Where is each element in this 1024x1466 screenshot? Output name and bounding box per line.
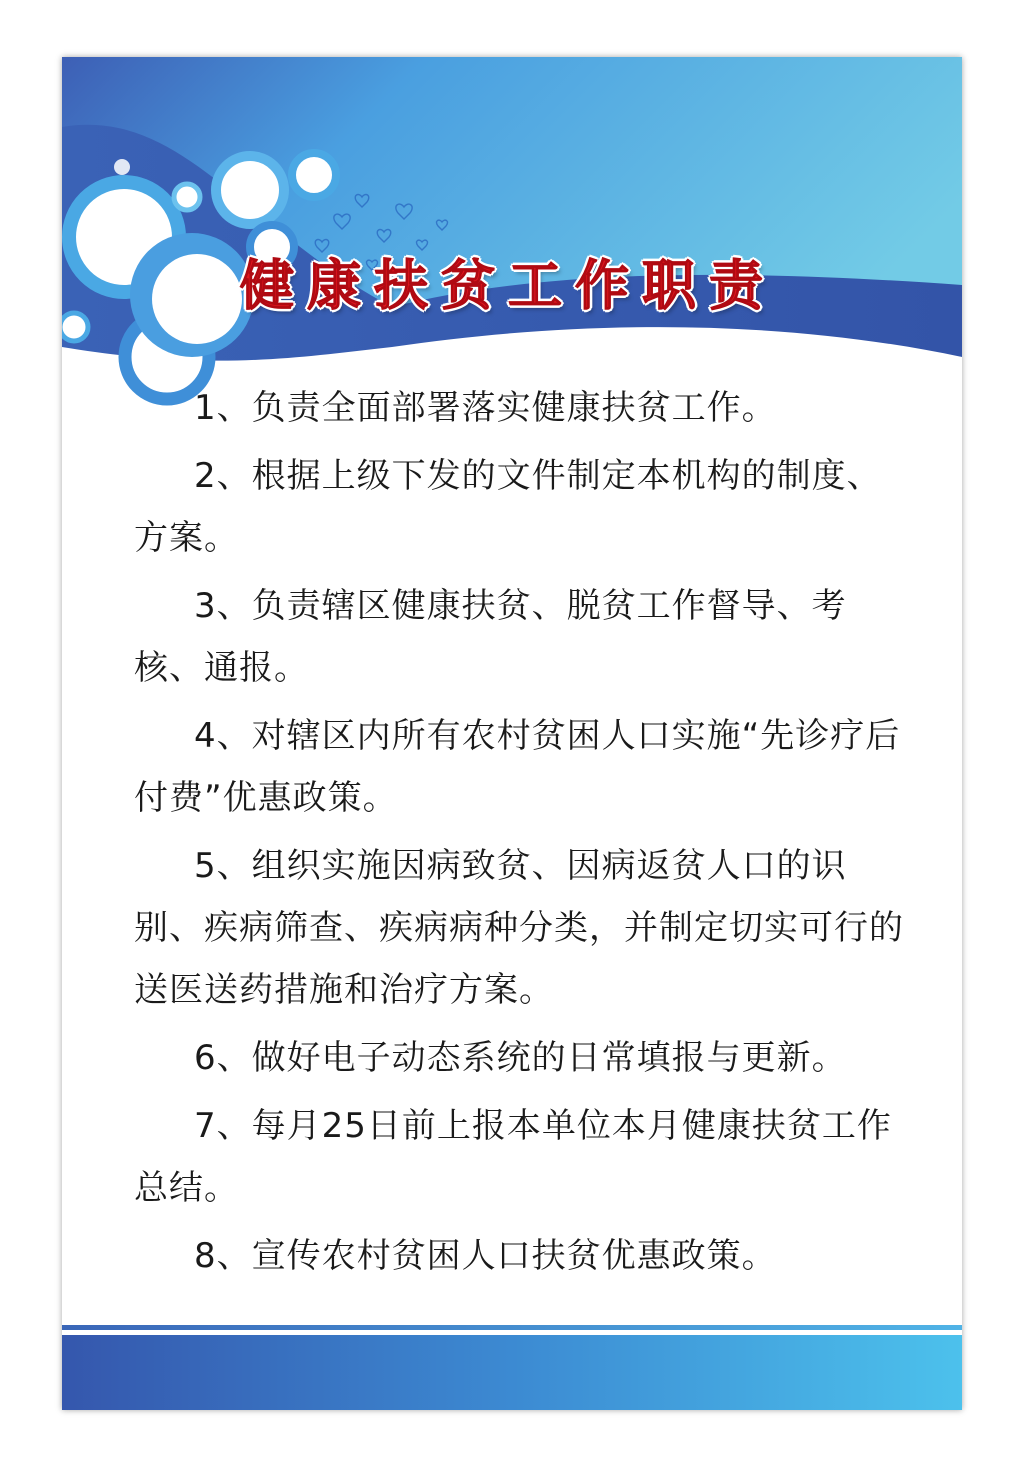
duty-list [134, 377, 904, 1293]
duty-item-2: 2、根据上级下发的文件制定本机构的制度、方案。 [134, 456, 882, 558]
duty-item-4: 4、对辖区内所有农村贫困人口实施“先诊疗后付费”优惠政策。 [134, 716, 901, 818]
footer-bar [62, 1335, 962, 1410]
duty-item-6: 6、做好电子动态系统的日常填报与更新。 [194, 1038, 847, 1078]
poster-title: 健康扶贫工作职责 [240, 254, 776, 317]
duty-item-3: 3、负责辖区健康扶贫、脱贫工作督导、考核、通报。 [134, 586, 847, 688]
header-background [62, 57, 962, 417]
duty-item-5: 5、组织实施因病致贫、因病返贫人口的识别、疾病筛查、疾病病种分类，并制定切实可行的送医送药措施和治疗方案。 [134, 846, 904, 1010]
duty-item-8: 8、宣传农村贫困人口扶贫优惠政策。 [194, 1236, 777, 1276]
footer-divider [62, 1325, 962, 1330]
poster [62, 57, 962, 1410]
duty-item-7: 7、每月25日前上报本单位本月健康扶贫工作总结。 [134, 1106, 892, 1208]
duty-item-1: 1、负责全面部署落实健康扶贫工作。 [194, 388, 777, 428]
